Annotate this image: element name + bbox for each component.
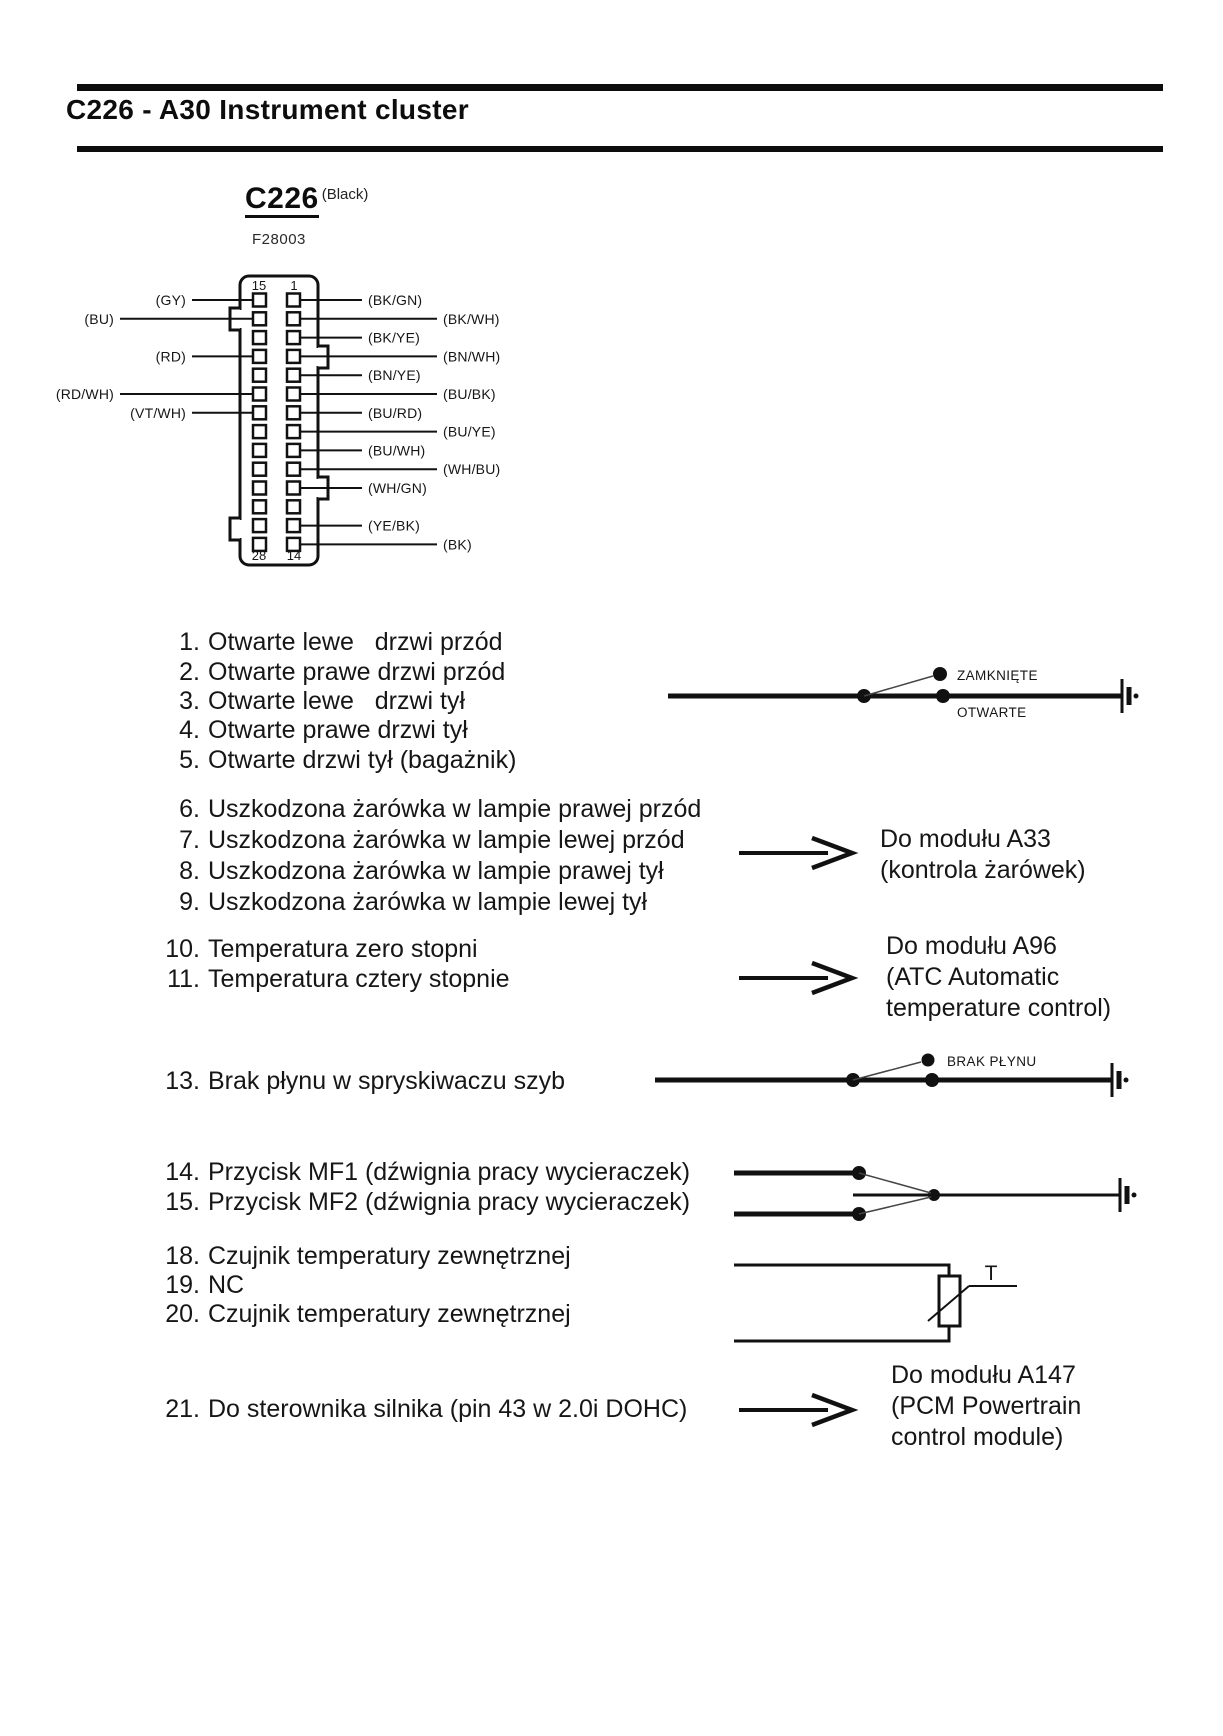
item-label: Otwarte prawe drzwi przód	[208, 658, 506, 686]
item-label: Uszkodzona żarówka w lampie lewej tył	[208, 888, 648, 916]
module-a33-line1: Do modułu A33	[880, 825, 1051, 853]
wire-label-rd: (RD)	[155, 348, 186, 365]
temperature-sensor-label: T	[984, 1262, 998, 1285]
list-item-10	[158, 935, 478, 965]
list-item-6	[158, 795, 701, 825]
item-number: 4.	[179, 716, 200, 744]
module-a33-line2: (kontrola żarówek)	[880, 856, 1086, 884]
list-item-13	[158, 1067, 565, 1097]
wire-label-rdwh: (RD/WH)	[55, 386, 114, 402]
item-label: Przycisk MF2 (dźwignia pracy wycieraczek)	[208, 1188, 691, 1216]
item-number: 9.	[179, 888, 200, 916]
list-item-5	[158, 746, 516, 776]
item-number: 11.	[167, 965, 200, 993]
list-item-19	[158, 1271, 244, 1301]
list-item-20	[158, 1300, 571, 1330]
wire-label-bkye: (BK/YE)	[368, 329, 420, 346]
pin-column-right	[287, 294, 300, 551]
item-label: Otwarte drzwi tył (bagażnik)	[208, 746, 517, 774]
list-item-8	[158, 857, 664, 887]
arrow-to-a96	[739, 963, 852, 993]
item-number: 1.	[179, 628, 200, 656]
wire-label-buwh: (BU/WH)	[368, 442, 426, 459]
wire-label-bkwh: (BK/WH)	[443, 310, 500, 327]
item-number: 5.	[179, 746, 200, 774]
module-a96-note	[886, 931, 1111, 1024]
wire-label-vtwh: (VT/WH)	[130, 404, 186, 421]
connector-color-note: (Black)	[321, 186, 369, 203]
item-number: 13.	[165, 1067, 200, 1095]
wire-label-yebk: (YE/BK)	[368, 517, 420, 534]
module-a96-line1: Do modułu A96	[886, 932, 1057, 960]
wiper-lever-switch-symbol	[734, 1166, 1137, 1221]
item-label: Do sterownika silnika (pin 43 w 2.0i DOHC)	[208, 1395, 688, 1423]
item-label: Brak płynu w spryskiwaczu szyb	[208, 1067, 566, 1095]
item-label: Otwarte prawe drzwi tył	[208, 716, 468, 744]
list-item-18	[158, 1242, 571, 1272]
wire-label-bnye: (BN/YE)	[368, 367, 421, 384]
item-number: 8.	[179, 857, 200, 885]
wire-label-burd: (BU/RD)	[368, 404, 423, 421]
pin-number-14: 14	[286, 548, 302, 563]
item-number: 2.	[179, 658, 200, 686]
door-switch-closed-label: ZAMKNIĘTE	[957, 668, 1038, 683]
item-label: Temperatura zero stopni	[208, 935, 478, 963]
item-label: Otwarte lewe drzwi tył	[208, 687, 466, 715]
item-number: 20.	[165, 1300, 200, 1328]
wire-label-bubk: (BU/BK)	[443, 386, 496, 402]
item-number: 3.	[179, 687, 200, 715]
list-item-1	[158, 628, 503, 658]
pin-number-15: 15	[251, 278, 267, 293]
item-number: 18.	[165, 1242, 200, 1270]
module-a33-note	[880, 824, 1086, 886]
item-number: 19.	[165, 1271, 200, 1299]
pin-number-28: 28	[251, 548, 267, 563]
item-label: Temperatura cztery stopnie	[208, 965, 510, 993]
list-item-15	[158, 1188, 690, 1218]
item-number: 15.	[165, 1188, 200, 1216]
wire-label-whgn: (WH/GN)	[368, 480, 427, 496]
thermistor-icon	[939, 1276, 960, 1326]
wire-label-buye: (BU/YE)	[443, 423, 496, 440]
door-switch-open-label: OTWARTE	[957, 705, 1027, 720]
item-label: Czujnik temperatury zewnętrznej	[208, 1242, 571, 1270]
wire-label-bnwh: (BN/WH)	[443, 348, 501, 365]
pin-number-1: 1	[290, 278, 298, 293]
list-item-11	[158, 965, 510, 995]
item-number: 7.	[179, 826, 200, 854]
module-a147-line1: Do modułu A147	[891, 1361, 1076, 1389]
item-label: Czujnik temperatury zewnętrznej	[208, 1300, 571, 1328]
module-a147-note	[891, 1360, 1081, 1453]
list-item-7	[158, 826, 685, 856]
item-number: 21.	[165, 1395, 200, 1423]
list-item-4	[158, 716, 468, 746]
item-number: 6.	[179, 795, 200, 823]
item-label: Uszkodzona żarówka w lampie prawej przód	[208, 795, 702, 823]
module-a147-line3: control module)	[891, 1423, 1064, 1451]
wire-label-bkgn: (BK/GN)	[368, 292, 423, 308]
item-label: Przycisk MF1 (dźwignia pracy wycieraczek)	[208, 1158, 691, 1186]
arrow-to-a33	[739, 838, 852, 868]
temperature-sensor-symbol	[734, 1262, 1017, 1341]
washer-fluid-switch-symbol	[655, 1054, 1129, 1098]
connector-drawing	[56, 276, 501, 565]
wire-label-bu: (BU)	[84, 310, 114, 327]
connector-name: C226	[245, 182, 319, 218]
list-item-21	[158, 1395, 687, 1425]
item-number: 14.	[165, 1158, 200, 1186]
module-a96-line2: (ATC Automatic	[886, 963, 1060, 991]
module-a96-line3: temperature control)	[886, 994, 1112, 1022]
list-item-2	[158, 658, 505, 688]
wire-label-bk: (BK)	[443, 536, 472, 553]
list-item-3	[158, 687, 465, 717]
arrow-to-a147	[739, 1395, 852, 1425]
washer-switch-label: BRAK PŁYNU	[947, 1054, 1037, 1069]
item-number: 10.	[165, 935, 200, 963]
door-switch-symbol	[668, 667, 1139, 720]
list-item-9	[158, 888, 647, 918]
item-label: NC	[208, 1271, 245, 1299]
connector-code: F28003	[252, 231, 306, 248]
item-label: Otwarte lewe drzwi przód	[208, 628, 503, 656]
page-title: C226 - A30 Instrument cluster	[66, 94, 469, 125]
pin-column-left	[253, 294, 266, 551]
wire-label-gy: (GY)	[155, 292, 186, 308]
module-a147-line2: (PCM Powertrain	[891, 1392, 1082, 1420]
item-label: Uszkodzona żarówka w lampie lewej przód	[208, 826, 685, 854]
item-label: Uszkodzona żarówka w lampie prawej tył	[208, 857, 664, 885]
list-item-14	[158, 1158, 690, 1188]
wire-label-whbu: (WH/BU)	[443, 461, 501, 478]
